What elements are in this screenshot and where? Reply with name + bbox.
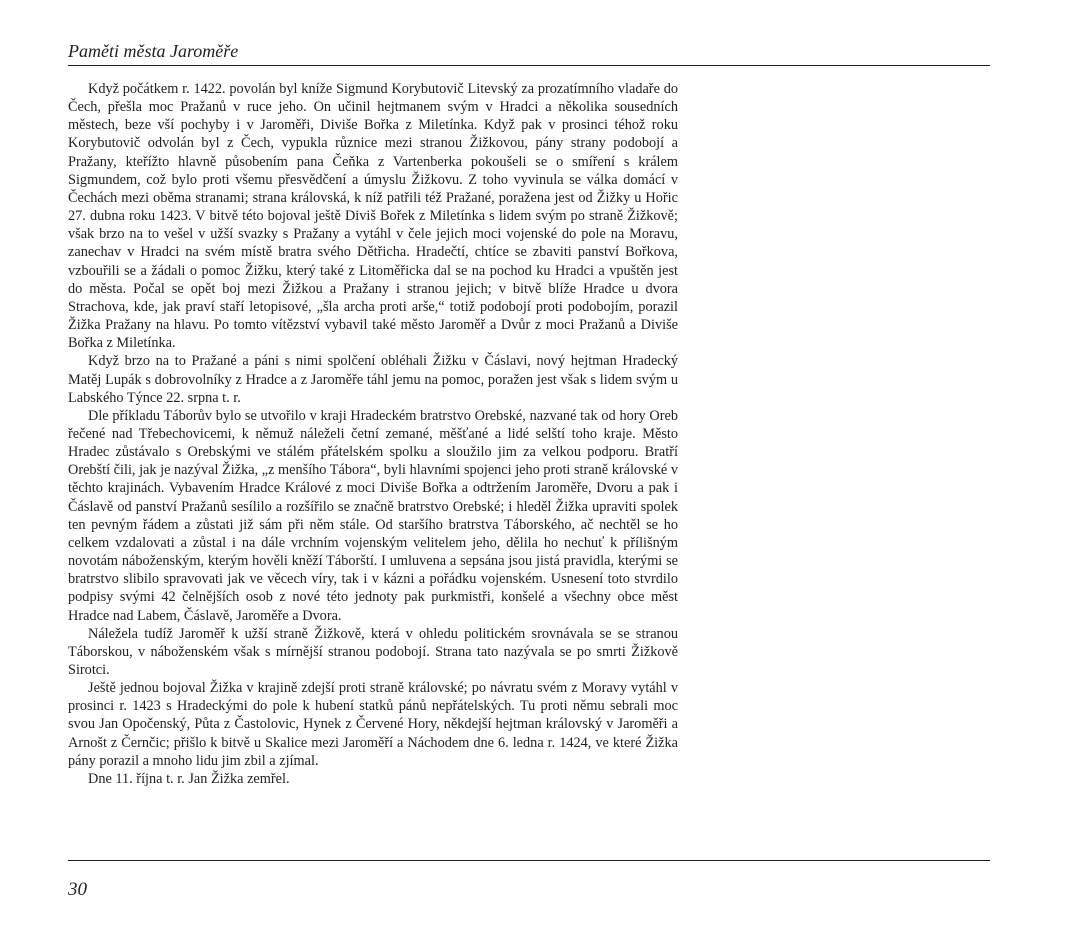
paragraph-5: Ještě jednou bojoval Žižka v krajině zdejší proti straně královské; po návratu svém z Moravy vytáhl v prosinci r. 1423 s Hradeckými do pole k hubení statků pánů nepřátelských. Tu proti němu sebrali moc svou Jan Opočenský, Půta z Častolovic, Hynek z Červené Hory, někdejší hejtman královský v Jaroměři a Arnošt z Černčic; přišlo k bitvě u Skalice mezi Jaroměří a Náchodem dne 6. ledna r. 1424, ve které Žižka pány porazil a mnoho lidu jim zbil a zjímal.: [68, 680, 678, 769]
header-rule: [68, 65, 990, 66]
body-text: [68, 80, 678, 788]
paragraph-6: Dne 11. října t. r. Jan Žižka zemřel.: [88, 770, 290, 787]
paragraph-2: Když brzo na to Pražané a páni s nimi spolčení obléhali Žižku v Čáslavi, nový hejtman Hradecký Matěj Lupák s dobrovolníky z Hradce a z Jaroměře táhl jemu na pomoc, poražen jest však s lidem svým u Labského Týnce 22. srpna t. r.: [68, 353, 678, 406]
footer-rule: [68, 860, 990, 861]
page-number: 30: [68, 879, 87, 900]
running-header-title: Paměti města Jaroměře: [68, 41, 239, 61]
paragraph-3: Dle příkladu Táborův bylo se utvořilo v kraji Hradeckém bratrstvo Orebské, nazvané tak od hory Oreb řečené nad Třebechovicemi, k němuž náleželi četní zemané, měšťané a lidé selští toho kraje. Město Hradec zůstávalo s Orebskými ve stálém přátelském spolku a sloužilo jim za velkou podporu. Bratří Orebští čili, jak je nazýval Žižka, „z menšího Tábora“, byli hlavními spojenci jeho proti straně královské v těchto krajinách. Vybavením Hradce Králové z moci Diviše Bořka a odtržením Jaroměře, Dvoru a pak i Čáslavě od panství Pražanů sesílilo a rozšířilo se značně bratrstvo Orebské; i hleděl Žižka upraviti spolek ten pevným řádem a zůstati již sám při něm stále. Od staršího bratrstva Táborského, ač nechtěl se ho celkem vzdalovati a zůstal i na dále vrchním vojenským velitelem jeho, dělila ho nechuť k přílišným novotám náboženským, kterým hověli kněží Táborští. I umluvena a sepsána jsou jistá pravidla, kterými se bratrstvo slibilo spravovati jak ve věcech víry, tak i v kázni a pořádku vojenském. Usnesení toto stvrdilo podpisy svými 42 čelnějších osob z nové této jednoty pak purkmistři, konšelé a všechny obce měst Hradce nad Labem, Čáslavě, Jaroměře a Dvora.: [68, 407, 678, 624]
paragraph-4: Náležela tudíž Jaroměř k užší straně Žižkově, která v ohledu politickém srovnávala se se stranou Táborskou, v náboženském však s mírnější stranou podobojí. Strana tato nazývala se po smrti Žižkově Sirotci.: [68, 625, 678, 678]
paragraph-1: Když počátkem r. 1422. povolán byl kníže Sigmund Korybutovič Litevský za prozatímního vladaře do Čech, přešla moc Pražanů v ruce jeho. On učinil hejtmanem svým v Hradci a několika sousedních městech, beze vší pochyby i v Jaroměři, Diviše Bořka z Miletínka. Když pak v prosinci téhož roku Korybutovič odvolán byl z Čech, vypukla různice mezi stranou Žižkovou, pány strany podobojí a Pražany, kteřížto hlavně působením pana Čeňka z Vartenberka pokoušeli se o smíření s králem Sigmundem, což bylo proti všemu přesvědčení a úmyslu Žižkovu. Z toho vyvinula se válka domácí v Čechách mezi oběma stranami; strana královská, k níž patřili též Pražané, poražena jest od Žižky u Hořic 27. dubna roku 1423. V bitvě této bojoval ještě Diviš Bořek z Miletínka s lidem svým po straně Žižkově; však brzo na to vešel v užší svazky s Pražany a vytáhl v čele jejich moci vojenské do pole na Moravu, zanechav v Hradci na svém místě bratra svého Dětřicha. Hradečtí, chtíce se zbaviti panství Bořkova, vzbouřili se a žádali o pomoc Žižku, který také z Litoměřicka dal se na pochod ku Hradci a vpuštěn jest do města. Počal se opět boj mezi Žižkou a Pražany i stranou jejich; v bitvě blíže Hradce u dvora Strachova, kde, jak praví staří letopisové, „šla archa proti arše,“ totiž podobojí proti podobojím, porazil Žižka Pražany na hlavu. Po tomto vítězství vybavil také město Jaroměř a Dvůr z moci Pražanů a Diviše Bořka z Miletínka.: [68, 81, 678, 352]
